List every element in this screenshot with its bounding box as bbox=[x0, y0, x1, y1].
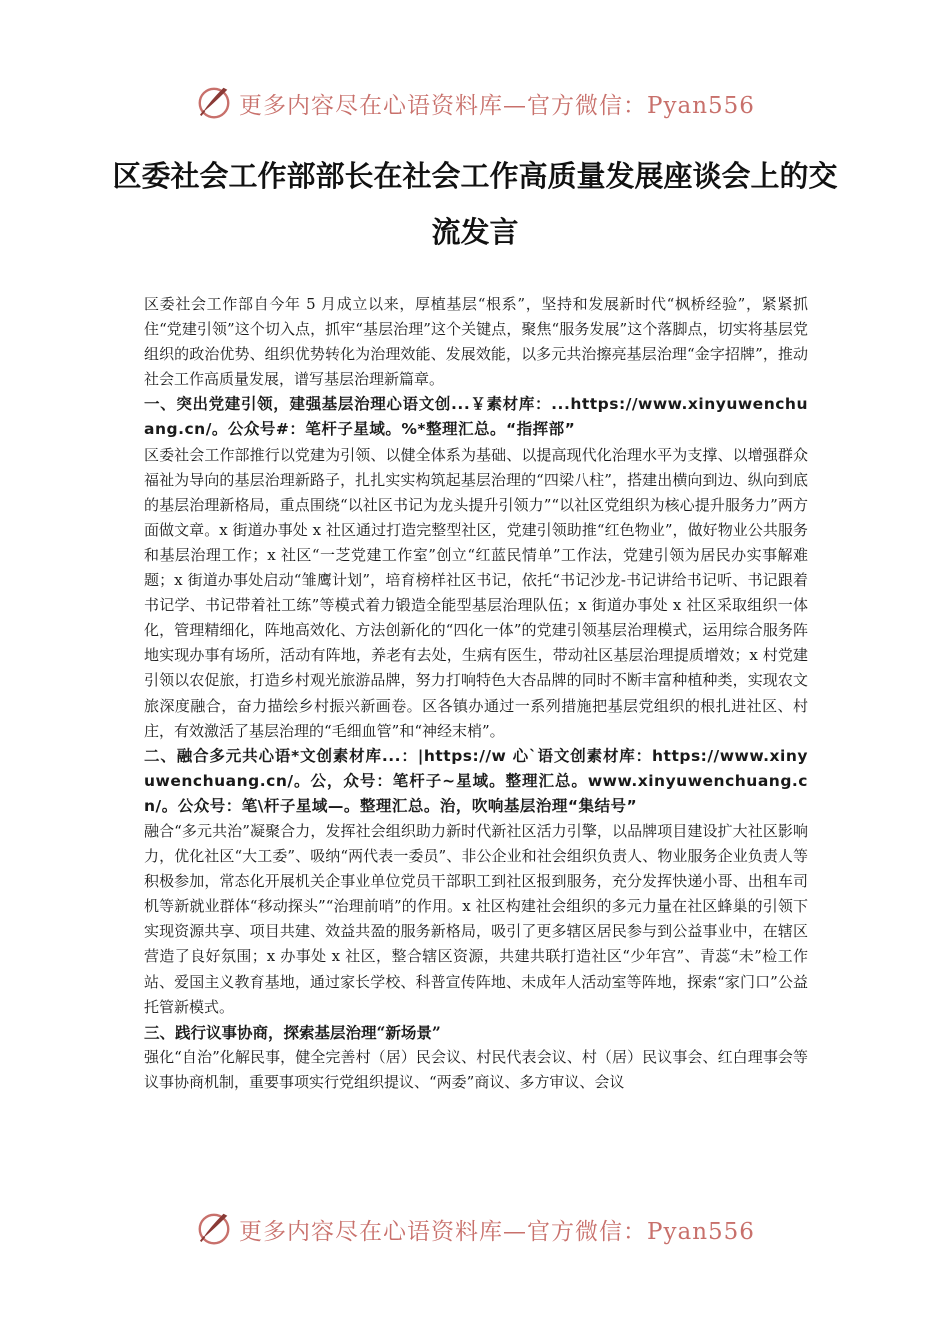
intro-paragraph: 区委社会工作部自今年 5 月成立以来，厚植基层“根系”，坚持和发展新时代“枫桥经验”，紧紧抓住“党建引领”这个切入点，抓牢“基层治理”这个关键点，聚焦“服务发展”这个落脚点，切实将基层党组织的政治优势、组织优势转化为治理效能、发展效能，以多元共治擦亮基层治理“金字招牌”，推动社会工作高质量发展，谱写基层治理新篇章。 bbox=[144, 295, 808, 389]
body-paragraph-2: 融合“多元共治”凝聚合力，发挥社会组织助力新时代新社区活力引擎，以品牌项目建设扩大社区影响力，优化社区“大工委”、吸纳“两代表一委员”、非公企业和社会组织负责人、物业服务企业负责人等积极参加，常态化开展机关企事业单位党员干部职工到社区报到服务，充分发挥快递小哥、出租车司机等新就业群体“移动探头”“治理前哨”的作用。x 社区构建社会组织的多元力量在社区蜂巢的引领下实现资源共享、项目共建、效益共盈的服务新格局，吸引了更多辖区居民参与到公益事业中，在辖区营造了良好氛围；x 办事处 x 社区，整合辖区资源，共建共联打造社区“少年宫”、青蕊“未”检工作站、爱国主义教育基地，通过家长学校、科普宣传阵地、未成年人活动室等阵地，探索“家门口”公益托管新模式。 bbox=[144, 821, 808, 1016]
page-title: 区委社会工作部部长在社会工作高质量发展座谈会上的交流发言 bbox=[112, 159, 838, 249]
section-heading-3: 三、践行议事协商，探索基层治理“新场景” bbox=[144, 1022, 441, 1042]
pen-logo-icon bbox=[195, 1210, 233, 1248]
pen-logo-icon bbox=[195, 84, 233, 122]
footer-banner bbox=[0, 1206, 950, 1252]
body-paragraph-1: 区委社会工作部推行以党建为引领、以健全体系为基础、以提高现代化治理水平为支撑、以增强群众福祉为导向的基层治理新路子，扎扎实实构筑起基层治理的“四梁八柱”，搭建出横向到边、纵向到底的基层治理新格局，重点围绕“以社区书记为龙头提升引领力”“以社区党组织为核心提升服务力”两方面做文章。x 街道办事处 x 社区通过打造完整型社区，党建引领助推“红色物业”，做好物业公共服务和基层治理工作；x 社区“一芝党建工作室”创立“红蓝民情单”工作法，党建引领为居民办实事解难题；x 街道办事处启动“雏鹰计划”，培育榜样社区书记，依托“书记沙龙-书记讲给书记听、书记跟着书记学、书记带着社工练”等模式着力锻造全能型基层治理队伍；x 街道办事处 x 社区采取组织一体化，管理精细化，阵地高效化、方法创新化的“四化一体”的党建引领基层治理模式，运用综合服务阵地实现办事有场所，活动有阵地，养老有去处，生病有医生，带动社区基层治理提质增效；x 村党建引领以农促旅，打造乡村观光旅游品牌，努力打响特色大杏品牌的同时不断丰富种植种类，实现农文旅深度融合，奋力描绘乡村振兴新画卷。区各镇办通过一系列措施把基层党组织的根扎进社区、村庄，有效激活了基层治理的“毛细血管”和“神经末梢”。 bbox=[144, 445, 808, 740]
section-heading-2: 二、融合多元共心语*文创素材库...：|https://w 心`语文创素材库：https://www.xinyuwenchuang.cn/。公，众号：笔杆子~星域。整理汇总。www.xinyuwenchuang.cn/。公众号：笔\杆子星域—。整理汇总。治，吹响基层治理“集结号” bbox=[144, 746, 808, 815]
header-banner bbox=[0, 80, 950, 126]
article-body bbox=[144, 292, 808, 1095]
banner-text: 更多内容尽在心语资料库—官方微信：Pyan556 bbox=[239, 92, 755, 119]
body-paragraph-3: 强化“自治”化解民事，健全完善村（居）民会议、村民代表会议、村（居）民议事会、红白理事会等议事协商机制，重要事项实行党组织提议、“两委”商议、多方审议、会议 bbox=[144, 1047, 808, 1091]
banner-text: 更多内容尽在心语资料库—官方微信：Pyan556 bbox=[239, 1218, 755, 1245]
section-heading-1: 一、突出党建引领，建强基层治理心语文创...￥素材库：...https://www.xinyuwenchuang.cn/。公众号#：笔杆子星域。%*整理汇总。“指挥部” bbox=[144, 395, 808, 439]
